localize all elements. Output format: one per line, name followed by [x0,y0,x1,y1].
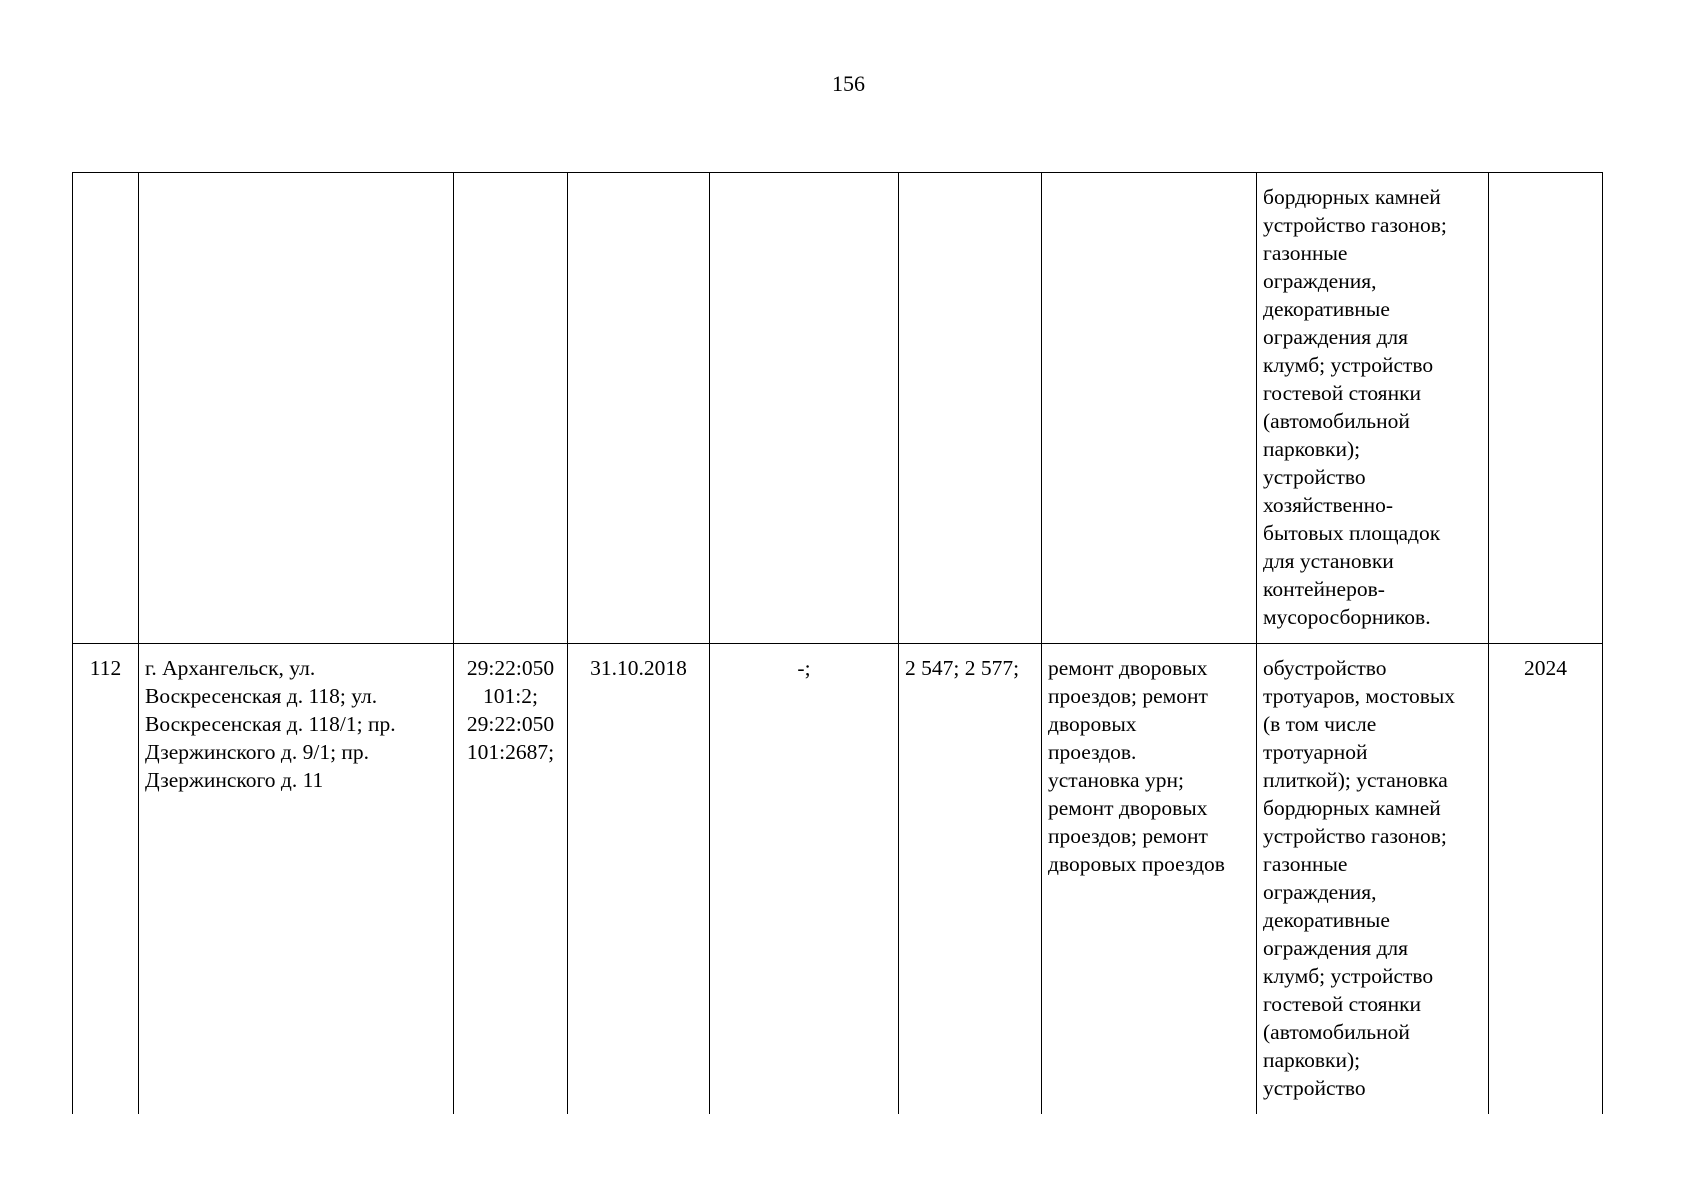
page-number: 156 [832,71,865,96]
cell-text-line: плиткой); установка [1263,768,1448,792]
cell-empty-value [710,173,899,644]
cell-text-line: обустройство [1263,656,1387,680]
table-row [73,173,1603,644]
cell-text-line: газонные [1263,852,1348,876]
cell-text-line: устройство [1263,1076,1366,1100]
cell-text-line: клумб; устройство [1263,964,1434,988]
cell-text-line: Воскресенская д. 118; ул. [145,684,378,708]
cell-text-line: 29:22:050 [466,656,555,680]
cell-text-line: гостевой стоянки [1263,992,1422,1016]
cell-text-line: парковки); [1263,1048,1361,1072]
cell-text-line: Дзержинского д. 11 [145,768,324,792]
cell-date: 31.10.2018 [568,644,710,1114]
cell-text-line: дворовых проездов [1048,852,1225,876]
cell-cadastral-number [454,173,568,644]
cell-text-line: проездов. [1048,740,1137,764]
cell-area: 2 547; 2 577; [899,644,1042,1114]
cell-text-line: для установки [1263,549,1394,573]
cell-text-line: газонные [1263,241,1348,265]
cell-year: 2024 [1489,644,1603,1114]
cell-address [139,644,454,1114]
register-table [72,172,1603,1114]
cell-empty-value: -; [710,644,899,1114]
cell-text-line: парковки); [1263,437,1361,461]
cell-text-line: гостевой стоянки [1263,381,1422,405]
cell-additional-works [1257,173,1489,644]
cell-text-line: хозяйственно- [1263,493,1393,517]
cell-text-line: (в том числе [1263,712,1377,736]
cell-text-line: Воскресенская д. 118/1; пр. [145,712,396,736]
cell-area [899,173,1042,644]
cell-text-line: ограждения, [1263,269,1377,293]
cell-text-line: бордюрных камней [1263,185,1441,209]
cell-number: 112 [73,644,139,1114]
cell-text-line: бытовых площадок [1263,521,1441,545]
cell-date [568,173,710,644]
cell-text-line: мусоросборников. [1263,605,1431,629]
cell-year [1489,173,1603,644]
cell-text-line: бордюрных камней [1263,796,1441,820]
cell-text-line: тротуарной [1263,740,1368,764]
cell-text-line: ремонт дворовых [1048,796,1208,820]
cell-text-line: г. Архангельск, ул. [145,656,316,680]
cell-text-line: устройство газонов; [1263,824,1447,848]
cell-text-line: проездов; ремонт [1048,824,1208,848]
cell-minimum-works [1042,173,1257,644]
cell-address [139,173,454,644]
cell-text-line: ограждения, [1263,880,1377,904]
cell-text-line: устройство [1263,465,1366,489]
cell-text-line: дворовых [1048,712,1137,736]
cell-text-line: ограждения для [1263,325,1409,349]
cell-text-line: декоративные [1263,908,1390,932]
cell-text-line: Дзержинского д. 9/1; пр. [145,740,370,764]
cell-text-line: ограждения для [1263,936,1409,960]
cell-text-line: проездов; ремонт [1048,684,1208,708]
cell-text-line: (автомобильной [1263,1020,1410,1044]
cell-text-line: декоративные [1263,297,1390,321]
table-row [73,644,1603,1114]
cell-text-line: ремонт дворовых [1048,656,1208,680]
cell-text-line: тротуаров, мостовых [1263,684,1456,708]
cell-text-line: устройство газонов; [1263,213,1447,237]
cell-text-line: 101:2; [483,684,538,708]
cell-minimum-works [1042,644,1257,1114]
cell-text-line: клумб; устройство [1263,353,1434,377]
cell-text-line: (автомобильной [1263,409,1410,433]
cell-number [73,173,139,644]
cell-text-line: контейнеров- [1263,577,1385,601]
cell-text-line: 29:22:050 [466,712,555,736]
cell-additional-works [1257,644,1489,1114]
cell-text-line: 101:2687; [466,740,555,764]
cell-text-line: установка урн; [1048,768,1184,792]
cell-cadastral-number [454,644,568,1114]
